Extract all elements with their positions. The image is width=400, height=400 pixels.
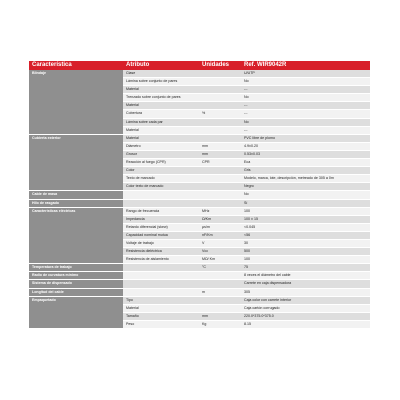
group-label: Longitud del cable <box>29 288 123 296</box>
group-label: Hilo de rasgado <box>29 199 123 207</box>
attribute-cell <box>123 199 199 207</box>
attribute-cell: Reacción al fuego (CPR) <box>123 159 199 167</box>
attribute-cell: Voltaje de trabajo <box>123 239 199 247</box>
value-cell: No <box>241 94 370 102</box>
value-cell: 4.9±0.20 <box>241 142 370 150</box>
attribute-cell: Impedancia <box>123 215 199 223</box>
value-cell: --- <box>241 86 370 94</box>
table-row <box>29 207 370 215</box>
attribute-cell: Lámina sobre conjunto de pares <box>123 78 199 86</box>
table-row <box>29 288 370 296</box>
group-label: Empaquetado <box>29 296 123 328</box>
value-cell: Gris <box>241 167 370 175</box>
attribute-cell: Material <box>123 304 199 312</box>
unit-cell <box>199 175 241 183</box>
attribute-cell: Capacidad nominal mutua <box>123 231 199 239</box>
value-cell: Carrete en caja dispensadora <box>241 280 370 288</box>
group-label: Radio de curvatura mínimo <box>29 272 123 280</box>
unit-cell: % <box>199 110 241 118</box>
value-cell: <56 <box>241 231 370 239</box>
value-cell: --- <box>241 102 370 110</box>
unit-cell <box>199 183 241 191</box>
attribute-cell: Material <box>123 126 199 134</box>
group-label: Cubierta exterior <box>29 134 123 191</box>
attribute-cell: Tamaño <box>123 312 199 320</box>
attribute-cell: Peso <box>123 320 199 328</box>
header-atributo: Atributo <box>123 61 199 70</box>
unit-cell: Vcc <box>199 248 241 256</box>
unit-cell <box>199 199 241 207</box>
value-cell: No <box>241 78 370 86</box>
table-row <box>29 70 370 78</box>
unit-cell <box>199 280 241 288</box>
unit-cell <box>199 118 241 126</box>
unit-cell <box>199 78 241 86</box>
unit-cell: °C <box>199 264 241 272</box>
attribute-cell: Resistencia dieléctrica <box>123 248 199 256</box>
table-row <box>29 296 370 304</box>
value-cell: Negro <box>241 183 370 191</box>
attribute-cell: Trenzado sobre conjunto de pares <box>123 94 199 102</box>
unit-cell: mm <box>199 142 241 150</box>
header-row <box>29 61 370 70</box>
unit-cell <box>199 126 241 134</box>
group-label: Sistema de dispensado <box>29 280 123 288</box>
unit-cell <box>199 167 241 175</box>
value-cell: 100 <box>241 256 370 264</box>
table-row <box>29 199 370 207</box>
unit-cell: Ω/Km <box>199 215 241 223</box>
unit-cell: CPR <box>199 159 241 167</box>
value-cell: 8.15 <box>241 320 370 328</box>
unit-cell <box>199 94 241 102</box>
attribute-cell: Diámetro <box>123 142 199 150</box>
unit-cell <box>199 272 241 280</box>
group-label: Blindaje <box>29 70 123 134</box>
attribute-cell: Color <box>123 167 199 175</box>
unit-cell: MΩ/ Km <box>199 256 241 264</box>
attribute-cell: Color texto de marcado <box>123 183 199 191</box>
value-cell: 75 <box>241 264 370 272</box>
unit-cell: Kg <box>199 320 241 328</box>
table-row <box>29 280 370 288</box>
spec-sheet <box>29 61 370 329</box>
header-unidades: Unidades <box>199 61 241 70</box>
attribute-cell <box>123 191 199 199</box>
unit-cell: mm <box>199 150 241 158</box>
value-cell: 500 <box>241 248 370 256</box>
attribute-cell: Resistencia de aislamiento <box>123 256 199 264</box>
value-cell: --- <box>241 110 370 118</box>
value-cell: 220.0*375.0*375.0 <box>241 312 370 320</box>
unit-cell <box>199 191 241 199</box>
attribute-cell: Rango de frecuencia <box>123 207 199 215</box>
spec-table <box>29 61 370 329</box>
value-cell: --- <box>241 126 370 134</box>
attribute-cell: Clase <box>123 70 199 78</box>
attribute-cell: Material <box>123 86 199 94</box>
value-cell: <0.045 <box>241 223 370 231</box>
value-cell: Eca <box>241 159 370 167</box>
unit-cell: m <box>199 288 241 296</box>
value-cell: 0.53±0.03 <box>241 150 370 158</box>
header-ref: Ref. WIR9042R <box>241 61 370 70</box>
unit-cell: mm <box>199 312 241 320</box>
attribute-cell <box>123 288 199 296</box>
attribute-cell <box>123 280 199 288</box>
group-label: Temperatura de trabajo <box>29 264 123 272</box>
attribute-cell <box>123 272 199 280</box>
value-cell: U/UTP <box>241 70 370 78</box>
attribute-cell: Grosor <box>123 150 199 158</box>
value-cell: Modelo, marca, lote, descripción, metreado de 305 a 0m <box>241 175 370 183</box>
unit-cell <box>199 134 241 142</box>
value-cell: Caja cartón corrugado <box>241 304 370 312</box>
unit-cell: nF/Km <box>199 231 241 239</box>
unit-cell <box>199 304 241 312</box>
table-row <box>29 264 370 272</box>
attribute-cell: Lámina sobre cada par <box>123 118 199 126</box>
group-label: Cable de masa <box>29 191 123 199</box>
table-row <box>29 134 370 142</box>
value-cell: Caja color con carrete interior <box>241 296 370 304</box>
spec-body <box>29 70 370 329</box>
value-cell: 100 <box>241 207 370 215</box>
group-label: Características eléctricas <box>29 207 123 264</box>
attribute-cell <box>123 264 199 272</box>
attribute-cell: Tipo <box>123 296 199 304</box>
value-cell: 30 <box>241 239 370 247</box>
value-cell: 100 ± 15 <box>241 215 370 223</box>
attribute-cell: Texto de marcado <box>123 175 199 183</box>
unit-cell <box>199 86 241 94</box>
value-cell: PVC libre de plomo <box>241 134 370 142</box>
table-row <box>29 272 370 280</box>
unit-cell <box>199 296 241 304</box>
value-cell: No <box>241 191 370 199</box>
attribute-cell: Material <box>123 102 199 110</box>
attribute-cell: Retardo diferencial (skew) <box>123 223 199 231</box>
attribute-cell: Cobertura <box>123 110 199 118</box>
unit-cell <box>199 70 241 78</box>
value-cell: Sí <box>241 199 370 207</box>
header-caracteristica: Característica <box>29 61 123 70</box>
unit-cell: MHz <box>199 207 241 215</box>
attribute-cell: Material <box>123 134 199 142</box>
unit-cell: µs/m <box>199 223 241 231</box>
unit-cell <box>199 102 241 110</box>
value-cell: 8 veces el diámetro del cable <box>241 272 370 280</box>
value-cell: 305 <box>241 288 370 296</box>
table-row <box>29 191 370 199</box>
value-cell: No <box>241 118 370 126</box>
unit-cell: V <box>199 239 241 247</box>
